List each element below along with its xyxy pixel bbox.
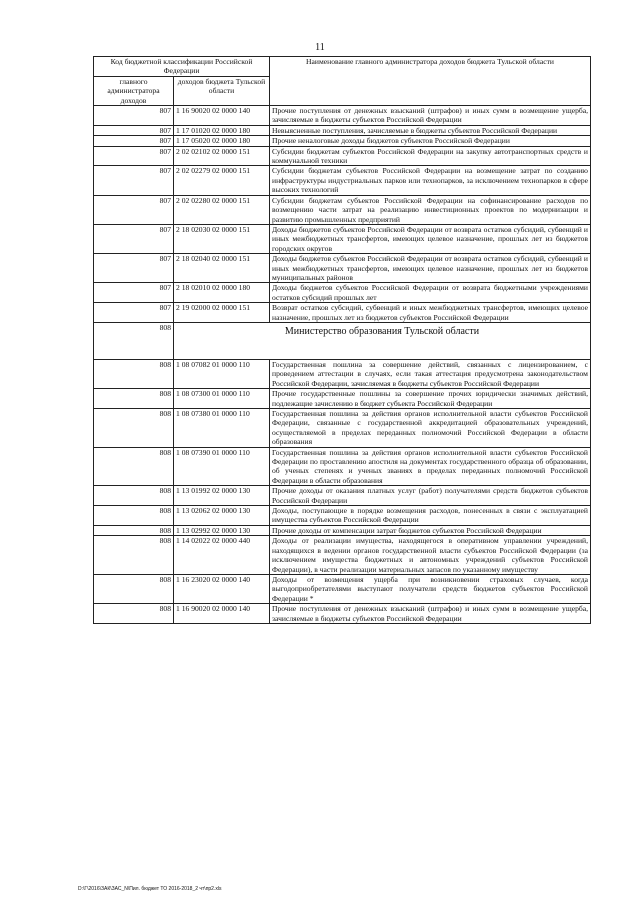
revenue-name-cell: Прочие государственные пошлины за совершение прочих юридически значимых действий, подлежащие зачислению в бюджет субъекта Российской Федерации	[270, 389, 591, 409]
admin-code-cell: 808	[94, 525, 174, 535]
revenue-name-cell: Прочие неналоговые доходы бюджетов субъектов Российской Федерации	[270, 136, 591, 146]
admin-code-cell: 807	[94, 283, 174, 303]
revenue-code-cell: 1 13 01992 02 0000 130	[174, 486, 270, 506]
admin-code-cell: 807	[94, 125, 174, 135]
revenue-code-cell: 2 18 02040 02 0000 151	[174, 254, 270, 283]
table-row	[94, 136, 591, 146]
revenue-name-cell: Доходы бюджетов субъектов Российской Федерации от возврата остатков субсидий, субвенций и иных межбюджетных трансфертов, имеющих целевое назначение, прошлых лет из бюджетов муниципальных районов	[270, 254, 591, 283]
revenue-name-cell: Невыясненные поступления, зачисляемые в бюджеты субъектов Российской Федерации	[270, 125, 591, 135]
revenue-code-cell: 2 18 02010 02 0000 180	[174, 283, 270, 303]
revenue-code-cell: 2 02 02280 02 0000 151	[174, 195, 270, 224]
file-path-footer: D:\Г\2016\ЗАК\ЗАС_N\Пил. бюджет ТО 2016-2018_2 чт\пр2.xls	[78, 886, 222, 892]
revenue-name-cell: Государственная пошлина за совершение действий, связанных с лицензированием, с проведением аттестации в случаях, если такая аттестация предусмотрена законодательством Российской Федерации, зачисляемая в бюджеты субъектов Российской Федерации	[270, 359, 591, 388]
revenue-name-cell: Государственная пошлина за действия органов исполнительной власти субъектов Российской Федерации, связанные с государственной аккредитацией образовательных учреждений, осуществляемой в пределах переданных полномочий Российской Федерации в области образования	[270, 409, 591, 448]
admin-code-cell: 807	[94, 195, 174, 224]
admin-code-cell: 807	[94, 224, 174, 253]
header-name: Наименование главного администратора доходов бюджета Тульской области	[270, 57, 591, 106]
table-row	[94, 525, 591, 535]
revenue-code-cell: 1 13 02062 02 0000 130	[174, 506, 270, 526]
revenue-code-cell: 1 17 05020 02 0000 180	[174, 136, 270, 146]
revenue-name-cell: Государственная пошлина за действия органов исполнительной власти субъектов Российской Федерации по проставлению апостиля на документах государственного образца об образовании, об ученых степенях и ученых званиях в пределах переданных полномочий Российской Федерации в области образования	[270, 447, 591, 486]
revenue-table	[93, 56, 590, 624]
revenue-code-cell: 1 08 07380 01 0000 110	[174, 409, 270, 448]
admin-code-cell: 808	[94, 574, 174, 603]
admin-code-cell: 808	[94, 389, 174, 409]
header-chief-admin: главного администратора доходов	[94, 76, 174, 105]
admin-code-cell: 807	[94, 303, 174, 323]
revenue-code-cell: 2 18 02030 02 0000 151	[174, 224, 270, 253]
revenue-code-cell: 1 14 02022 02 0000 440	[174, 536, 270, 575]
revenue-code-cell: 1 08 07082 01 0000 110	[174, 359, 270, 388]
revenue-code-cell: 1 17 01020 02 0000 180	[174, 125, 270, 135]
header-code-group: Код бюджетной классификации Российской Федерации	[94, 57, 270, 77]
revenue-name-cell: Прочие доходы от оказания платных услуг (работ) получателями средств бюджетов субъектов Российской Федерации	[270, 486, 591, 506]
revenue-code-cell: 1 16 90020 02 0000 140	[174, 604, 270, 624]
table-row	[94, 486, 591, 506]
admin-code-cell: 808	[94, 359, 174, 388]
table-row	[94, 283, 591, 303]
table-row	[94, 604, 591, 624]
table-row	[94, 389, 591, 409]
revenue-code-cell: 1 16 23020 02 0000 140	[174, 574, 270, 603]
section-admin-code: 808	[94, 322, 174, 359]
table-row	[94, 224, 591, 253]
page-number: 11	[315, 42, 325, 53]
admin-code-cell: 807	[94, 254, 174, 283]
revenue-name-cell: Прочие поступления от денежных взысканий (штрафов) и иных сумм в возмещение ущерба, зачисляемые в бюджеты субъектов Российской Федерации	[270, 604, 591, 624]
admin-code-cell: 808	[94, 536, 174, 575]
admin-code-cell: 808	[94, 486, 174, 506]
admin-code-cell: 808	[94, 409, 174, 448]
table-row	[94, 409, 591, 448]
admin-code-cell: 807	[94, 136, 174, 146]
revenue-name-cell: Доходы, поступающие в порядке возмещения расходов, понесенных в связи с эксплуатацией имущества субъектов Российской Федерации	[270, 506, 591, 526]
revenue-code-cell: 2 02 02279 02 0000 151	[174, 166, 270, 195]
table-row	[94, 536, 591, 575]
header-budget-revenue: доходов бюджета Тульской области	[174, 76, 270, 105]
table-row	[94, 303, 591, 323]
section-row	[94, 322, 591, 359]
table-row	[94, 254, 591, 283]
table-row	[94, 106, 591, 126]
section-title: Министерство образования Тульской области	[174, 322, 591, 359]
revenue-name-cell: Доходы бюджетов субъектов Российской Федерации от возврата остатков субсидий, субвенций и иных межбюджетных трансфертов, имеющих целевое назначение, прошлых лет из бюджетов городских округов	[270, 224, 591, 253]
admin-code-cell: 808	[94, 506, 174, 526]
table-row	[94, 146, 591, 166]
revenue-code-cell: 2 19 02000 02 0000 151	[174, 303, 270, 323]
table-row	[94, 447, 591, 486]
table-row	[94, 195, 591, 224]
table-row	[94, 574, 591, 603]
admin-code-cell: 808	[94, 447, 174, 486]
admin-code-cell: 808	[94, 604, 174, 624]
revenue-name-cell: Субсидии бюджетам субъектов Российской Федерации на софинансирование расходов по возмещению части затрат на реализацию инвестиционных проектов по модернизации и развитию промышленных предприятий	[270, 195, 591, 224]
revenue-code-cell: 2 02 02102 02 0000 151	[174, 146, 270, 166]
admin-code-cell: 807	[94, 106, 174, 126]
revenue-code-cell: 1 13 02992 02 0000 130	[174, 525, 270, 535]
admin-code-cell: 807	[94, 146, 174, 166]
revenue-name-cell: Возврат остатков субсидий, субвенций и иных межбюджетных трансфертов, имеющих целевое назначение, прошлых лет из бюджетов субъектов Российской Федерации	[270, 303, 591, 323]
table-body	[94, 57, 591, 624]
table-header-row	[94, 57, 591, 77]
table-row	[94, 359, 591, 388]
revenue-name-cell: Субсидии бюджетам субъектов Российской Федерации на закупку автотранспортных средств и коммунальной техники	[270, 146, 591, 166]
revenue-name-cell: Доходы от реализации имущества, находящегося в оперативном управлении учреждений, находящихся в ведении органов государственной власти субъектов Российской Федерации (за исключением имущества бюджетных и автономных учреждений субъектов Российской Федерации), в части реализации материальных запасов по указанному имуществу	[270, 536, 591, 575]
revenue-name-cell: Субсидии бюджетам субъектов Российской Федерации на возмещение затрат по созданию инфраструктуры индустриальных парков или технопарков, за исключением технопарков в сфере высоких технологий	[270, 166, 591, 195]
revenue-name-cell: Доходы от возмещения ущерба при возникновении страховых случаев, когда выгодоприобретателями выступают получатели средств бюджетов субъектов Российской Федерации *	[270, 574, 591, 603]
revenue-code-cell: 1 08 07390 01 0000 110	[174, 447, 270, 486]
revenue-code-cell: 1 08 07300 01 0000 110	[174, 389, 270, 409]
table-row	[94, 125, 591, 135]
admin-code-cell: 807	[94, 166, 174, 195]
revenue-name-cell: Доходы бюджетов субъектов Российской Федерации от возврата бюджетными учреждениями остатков субсидий прошлых лет	[270, 283, 591, 303]
revenue-name-cell: Прочие поступления от денежных взысканий (штрафов) и иных сумм в возмещение ущерба, зачисляемые в бюджеты субъектов Российской Федерации	[270, 106, 591, 126]
revenue-code-cell: 1 16 90020 02 0000 140	[174, 106, 270, 126]
table-row	[94, 166, 591, 195]
revenue-name-cell: Прочие доходы от компенсации затрат бюджетов субъектов Российской Федерации	[270, 525, 591, 535]
table-row	[94, 506, 591, 526]
